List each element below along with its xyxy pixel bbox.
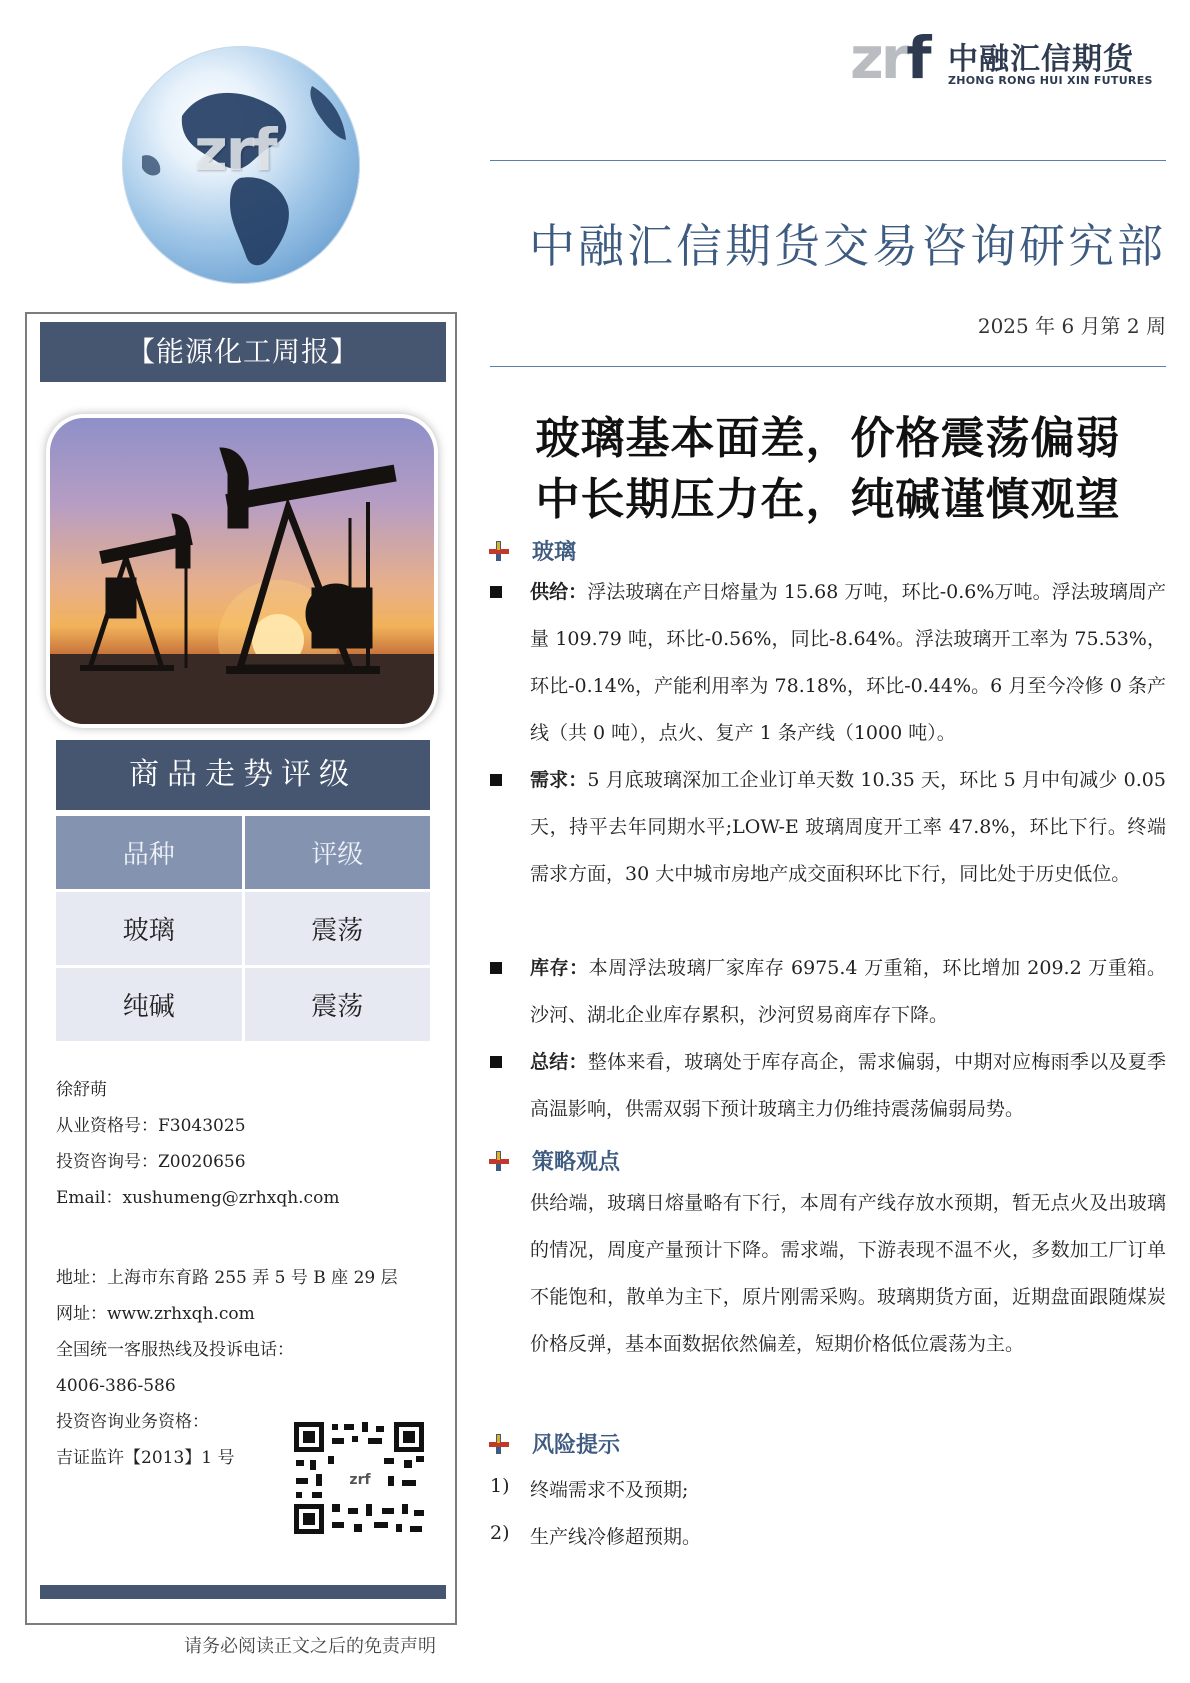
analyst-consult-no: 投资咨询号：Z0020656	[56, 1152, 246, 1172]
rating-value-cell: 震荡	[243, 891, 430, 967]
globe-illustration	[122, 46, 360, 284]
qr-code-icon	[292, 1420, 426, 1536]
glass-demand-paragraph	[530, 757, 1166, 898]
diamond-bullet-icon	[488, 1433, 510, 1455]
glass-supply-paragraph	[530, 569, 1166, 757]
headline-line-2: 中长期压力在，纯碱谨慎观望	[535, 474, 1121, 525]
section-risk-heading	[488, 1428, 620, 1459]
diamond-bullet-icon	[488, 1150, 510, 1172]
risk-item-number: 2)	[490, 1522, 510, 1544]
risk-item-text: 终端需求不及预期;	[530, 1479, 689, 1501]
section-glass-heading	[488, 535, 576, 566]
company-logo-mark	[850, 26, 940, 90]
rating-table	[56, 816, 430, 1044]
company-license: 吉证监许【2013】1 号	[56, 1448, 235, 1468]
company-hotline-label: 全国统一客服热线及投诉电话：	[56, 1340, 294, 1360]
rating-title-banner: 商品走势评级	[56, 740, 430, 810]
inventory-label: 库存：	[530, 957, 589, 979]
rating-value-cell: 震荡	[243, 967, 430, 1043]
logo-mark-right: f	[906, 24, 929, 92]
square-bullet-icon	[490, 586, 502, 598]
oil-pump-photo	[50, 418, 434, 724]
summary-text: 整体来看，玻璃处于库存高企，需求偏弱，中期对应梅雨季以及夏季高温影响，供需双弱下预计玻璃主力仍维持震荡偏弱局势。	[530, 1051, 1166, 1120]
globe-logo-watermark: zrf	[194, 116, 276, 184]
company-license-label: 投资咨询业务资格：	[56, 1412, 209, 1432]
summary-label: 总结：	[530, 1051, 588, 1073]
supply-label: 供给：	[530, 581, 588, 603]
header-divider-top	[490, 160, 1166, 161]
table-row	[56, 891, 430, 967]
glass-summary-paragraph	[530, 1039, 1166, 1133]
rating-header-rating: 评级	[243, 816, 430, 891]
analyst-name: 徐舒萌	[56, 1080, 107, 1100]
logo-mark-left: zr	[850, 24, 907, 92]
header-divider-bottom	[490, 366, 1166, 367]
risk-item-number: 1)	[490, 1475, 510, 1497]
disclaimer-note: 请务必阅读正文之后的免责声明	[184, 1636, 436, 1657]
rating-table-header	[56, 816, 430, 891]
company-address: 地址：上海市东育路 255 弄 5 号 B 座 29 层	[56, 1268, 398, 1288]
supply-text: 浮法玻璃在产日熔量为 15.68 万吨，环比-0.6%万吨。浮法玻璃周产量 109.79 吨，环比-0.56%，同比-8.64%。浮法玻璃开工率为 75.53%，环比-0.14%，产能利用率为 78.18%，环比-0.44%。6 月至今冷修 0 条产线（共 0 吨），点火、复产 1 条产线（1000 吨）。	[530, 581, 1166, 744]
strategy-paragraph: 供给端，玻璃日熔量略有下行，本周有产线存放水预期，暂无点火及出玻璃的情况，周度产量预计下降。需求端，下游表现不温不火，多数加工厂订单不能饱和，散单为主下，原片刚需采购。玻璃期货方面，近期盘面跟随煤炭价格反弹，基本面数据依然偏差，短期价格低位震荡为主。	[530, 1192, 1166, 1355]
report-type-banner: 【能源化工周报】	[40, 322, 446, 382]
rating-product-cell: 纯碱	[56, 967, 243, 1043]
demand-text: 5 月底玻璃深加工企业订单天数 10.35 天，环比 5 月中旬减少 0.05 天，持平去年同期水平;LOW-E 玻璃周度开工率 47.8%，环比下行。终端需求方面，30 大中城市房地产成交面积环比下行，同比处于历史低位。	[530, 769, 1166, 885]
risk-item-text: 生产线冷修超预期。	[530, 1526, 702, 1548]
report-week: 2025 年 6 月第 2 周	[977, 314, 1166, 338]
rating-header-product: 品种	[56, 816, 243, 891]
analyst-info	[56, 1072, 339, 1216]
sidebar-footer-bar	[40, 1585, 446, 1599]
svg-text:zrf: zrf	[349, 1472, 371, 1488]
square-bullet-icon	[490, 1056, 502, 1068]
demand-label: 需求：	[530, 769, 588, 791]
square-bullet-icon	[490, 962, 502, 974]
section-strategy-title: 策略观点	[532, 1149, 621, 1175]
glass-inventory-paragraph	[530, 945, 1166, 1039]
table-row	[56, 967, 430, 1043]
company-website[interactable]: 网址：www.zrhxqh.com	[56, 1304, 255, 1324]
company-name-cn: 中融汇信期货	[948, 42, 1134, 77]
square-bullet-icon	[490, 774, 502, 786]
section-strategy-heading	[488, 1145, 620, 1176]
company-hotline: 4006-386-586	[56, 1376, 176, 1396]
department-title: 中融汇信期货交易咨询研究部	[529, 219, 1166, 273]
headline-line-1: 玻璃基本面差，价格震荡偏弱	[535, 413, 1121, 464]
rating-product-cell: 玻璃	[56, 891, 243, 967]
diamond-bullet-icon	[488, 540, 510, 562]
section-glass-title: 玻璃	[532, 539, 577, 565]
section-risk-title: 风险提示	[532, 1432, 621, 1458]
analyst-qualification: 从业资格号：F3043025	[56, 1116, 246, 1136]
analyst-email[interactable]: Email：xushumeng@zrhxqh.com	[56, 1188, 340, 1208]
company-name-en: ZHONG RONG HUI XIN FUTURES	[948, 74, 1153, 87]
inventory-text: 本周浮法玻璃厂家库存 6975.4 万重箱，环比增加 209.2 万重箱。沙河、湖北企业库存累积，沙河贸易商库存下降。	[530, 957, 1166, 1026]
